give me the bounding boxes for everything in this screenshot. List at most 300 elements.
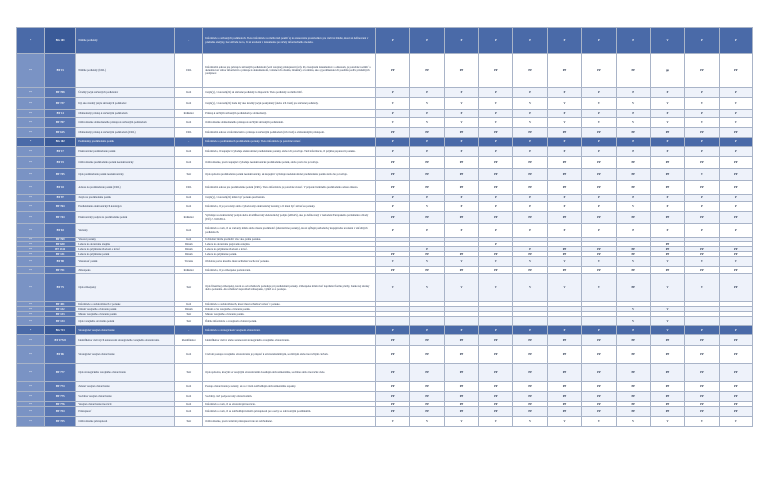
level-cell: ** [17,252,45,257]
term-id-cell: BT 769 [45,238,76,242]
term-name-cell: Elektronické predkladanie ponúk [76,147,175,157]
requirement-flag-cell: P [547,195,581,202]
data-type-cell: Dátum [175,307,203,312]
requirement-flag-cell: V [410,257,444,267]
requirement-flag-cell: V [513,274,547,302]
requirement-flag-cell: PP [376,346,410,364]
description-cell: Informácia, či je povolený alebo vyžadovaný elektronický katalóg a či musí byť súčasťou ponuky. [203,202,376,212]
term-name-cell: Prístupnosť [76,407,175,417]
requirement-flag-cell: P [444,138,478,147]
requirement-flag-cell: V [479,118,513,128]
description-cell: Opis finančnej zábezpeky, ktorú sa od uchádzača požaduje pri predkladaní ponuky. Zábezpeka môže mať napríklad formu platby, bankovej záruky alebo poistenia. Ak uchádzač nepredloží zábezpeku, vylúči sa z postupu. [203,274,376,302]
description-cell: Informácia o tom, či sa varianty môžu alebo musia predkladať (alternatívne ponuky), ktoré spĺňajú požiadavky kupujúceho uvedené v súťažných podkladoch. [203,224,376,238]
requirement-flag-cell: PP [616,346,650,364]
requirement-flag-cell: PP [582,407,616,417]
requirement-flag-cell: PP [582,392,616,402]
requirement-flag-cell: P [616,110,650,118]
description-cell: Informačná adresa pre prístup k súčasným podkladom (web verejnej prístupnosti (url). Po zverejnení dokumentov s odkazom, je potrebné rozšíriť a aktualizovať súbor informácií o prístupe k dokumentom, vrátane ich obsahu, štruktúry a formátu, ako aj podmienok ich použitia podľa príslušných predpisov. [203,54,376,88]
requirement-flag-cell: V [479,274,513,302]
requirement-flag-cell: PP [616,54,650,88]
requirement-flag-cell: PP [616,392,650,402]
requirement-flag-cell: P [513,326,547,335]
requirement-flag-cell: V [376,257,410,267]
requirement-flag-cell: V [650,118,684,128]
term-id-cell: BT 745 [45,169,76,181]
description-cell: Prístup k určitým súčasným podkladom je obmedzený. [203,110,376,118]
table-row [17,274,753,302]
description-cell: Odôvodnenie, prečo kritériá prístupnosti nie sú zohľadnené. [203,417,376,427]
requirement-flag-cell: V [616,417,650,427]
requirement-flag-cell: PP [616,335,650,346]
requirement-flag-cell: PP [650,242,684,247]
business-terms-table [16,27,753,427]
requirement-flag-cell: P [616,326,650,335]
term-id-cell: BT 744 [45,212,76,224]
term-name-cell: Obmedzený prístup k súčasným podkladom [76,110,175,118]
requirement-flag-cell: PP [685,407,719,417]
requirement-flag-cell: PP [376,252,410,257]
requirement-flag-cell: PP [479,392,513,402]
requirement-flag-cell: PP [376,157,410,169]
description-cell: Informačná adresa pre predkladanie ponúk (URL). Tieto informácie je potrebné uviesť. V prípade listinného predkladania adresa miesta. [203,181,376,195]
requirement-flag-cell: PP [582,252,616,257]
term-id-cell: BT 17722 [45,335,76,346]
requirement-flag-cell: P [376,28,410,54]
requirement-flag-cell: PP [616,128,650,138]
level-cell: * [17,326,45,335]
data-type-cell: Kód [175,238,203,242]
requirement-flag-cell: V [444,257,478,267]
requirement-flag-cell: PP [719,169,752,181]
requirement-flag-cell: PP [582,157,616,169]
table-row [17,335,753,346]
data-type-cell: Dátum [175,247,203,252]
term-id-cell: BT 98 [45,257,76,267]
requirement-flag-cell: PP [685,364,719,382]
table-row [17,212,753,224]
requirement-flag-cell: V [650,257,684,267]
requirement-flag-cell: PP [650,335,684,346]
requirement-flag-cell: P [376,326,410,335]
data-type-cell: Text [175,274,203,302]
term-name-cell: Odôvodnenie prístupnosti [76,417,175,427]
data-type-cell: URL [175,181,203,195]
requirement-flag-cell: P [410,28,444,54]
requirement-flag-cell [547,317,581,326]
requirement-flag-cell: V [616,307,650,312]
level-cell: ** [17,312,45,317]
requirement-flag-cell: PP [479,382,513,392]
requirement-flag-cell: P [547,202,581,212]
requirement-flag-cell: V [719,257,752,267]
requirement-flag-cell: PP [719,274,752,302]
level-cell: ** [17,335,45,346]
requirement-flag-cell: PP [719,364,752,382]
requirement-flag-cell [479,317,513,326]
requirement-flag-cell: PP [685,382,719,392]
requirement-flag-cell: P [513,28,547,54]
term-name-cell: Dátum verejného otvárania ponúk [76,307,175,312]
requirement-flag-cell: PP [410,252,444,257]
level-cell: ** [17,195,45,202]
requirement-flag-cell: PP [582,346,616,364]
data-type-cell: Indikátor [175,110,203,118]
requirement-flag-cell [444,317,478,326]
requirement-flag-cell: P [410,195,444,202]
requirement-flag-cell: PP [582,267,616,274]
requirement-flag-cell: V [685,257,719,267]
level-cell: ** [17,302,45,307]
requirement-flag-cell [513,317,547,326]
requirement-flag-cell: PP [376,267,410,274]
requirement-flag-cell: PP [513,267,547,274]
section-row [17,28,753,54]
requirement-flag-cell: PP [444,407,478,417]
requirement-flag-cell: PP [444,212,478,224]
requirement-flag-cell: P [719,28,752,54]
requirement-flag-cell: PP [547,54,581,88]
description-cell: Odôvodnenie, prečo kupujúci vyžaduje neelektronické predkladanie ponúk, alebo prečo ho povoľuje. [203,157,376,169]
level-cell: ** [17,202,45,212]
data-type-cell: Kód [175,402,203,407]
data-type-cell: Identifikátor [175,335,203,346]
requirement-flag-cell: P [513,202,547,212]
requirement-flag-cell: V [616,317,650,326]
requirement-flag-cell: P [444,195,478,202]
requirement-flag-cell: P [719,147,752,157]
requirement-flag-cell: P [616,147,650,157]
table-row [17,98,753,110]
requirement-flag-cell: PP [582,169,616,181]
requirement-flag-cell: PP [582,181,616,195]
requirement-flag-cell: V [513,257,547,267]
requirement-flag-cell: V [582,274,616,302]
term-id-cell: BT 131 [45,252,76,257]
requirement-flag-cell: P [513,247,547,252]
requirement-flag-cell: P [685,147,719,157]
data-type-cell: Kód [175,195,203,202]
description-cell: Lehota na doručenie prejavenia záujmu. [203,242,376,247]
requirement-flag-cell: V [650,326,684,335]
requirement-flag-cell: PP [479,267,513,274]
term-name-cell: Varianty [76,224,175,238]
level-cell: ** [17,242,45,247]
description-cell: Informácie o podmienkach predkladania ponuky. Tieto informácie je potrebné uviesť. [203,138,376,147]
term-id-cell: BT 774 [45,382,76,392]
requirement-flag-cell: PP [719,407,752,417]
requirement-flag-cell: P [719,88,752,98]
requirement-flag-cell: PP [547,402,581,407]
data-type-cell: - [175,138,203,147]
description-cell: Vyžaduje sa elektronický podpis alebo kvalifikovaný elektronický podpis (eIDAS), ako je definovaný v nariadení Európskeho parlamentu a Rady (EÚ) č. 910/2014. [203,212,376,224]
requirement-flag-cell: PP [685,54,719,88]
requirement-flag-cell: P [479,326,513,335]
description-cell: Sociálny cieľ podporovaný obstarávaním. [203,392,376,402]
requirement-flag-cell: PP [582,382,616,392]
description-cell: Miesto verejného otvárania ponúk. [203,312,376,317]
requirement-flag-cell: P [376,110,410,118]
requirement-flag-cell: P [582,28,616,54]
description-cell: Informácie o súčasných podkladoch. Tieto informácie sa môžu tiež použiť aj na stanovenie prostriedkov pre cieľové štúdie, ktoré sú definované v priebehu analýzy, bez ohľadu na to, či sú uvedené v dokumente pre účely informačného modelu. [203,28,376,54]
requirement-flag-cell: P [650,147,684,157]
table-row [17,147,753,157]
requirement-flag-cell: V [719,118,752,128]
data-type-cell: - [175,326,203,335]
requirement-flag-cell: P [444,88,478,98]
requirement-flag-cell: P [479,88,513,98]
requirement-flag-cell: P [582,326,616,335]
term-name-cell: Jazyk na predkladanie ponúk [76,195,175,202]
requirement-flag-cell: V [547,257,581,267]
requirement-flag-cell: PP [685,247,719,252]
term-id-cell: BT 776 [45,402,76,407]
requirement-flag-cell: PP [685,392,719,402]
term-name-cell: Lehota na prijímanie žiadostí o účasť [76,247,175,252]
requirement-flag-cell: PP [479,157,513,169]
requirement-flag-cell: PP [616,247,650,252]
term-name-cell: Náštšie podklady [76,28,175,54]
requirement-flag-cell: V [547,118,581,128]
requirement-flag-cell [685,317,719,326]
requirement-flag-cell: P [376,195,410,202]
requirement-flag-cell: PP [650,267,684,274]
requirement-flag-cell: PP [479,212,513,224]
requirement-flag-cell: PP [376,392,410,402]
level-cell: ** [17,267,45,274]
requirement-flag-cell: P [376,224,410,238]
requirement-flag-cell: PP [616,382,650,392]
requirement-flag-cell: PP [410,382,444,392]
requirement-flag-cell: PP [719,402,752,407]
requirement-flag-cell: V [547,274,581,302]
term-name-cell: Lehota na prijímanie ponúk [76,252,175,257]
requirement-flag-cell: PP [719,267,752,274]
requirement-flag-cell: P [376,202,410,212]
requirement-flag-cell: P [479,147,513,157]
table-row [17,392,753,402]
requirement-flag-cell: PP [376,169,410,181]
term-id-cell: BT 755 [45,417,76,427]
requirement-flag-cell: PP [650,247,684,252]
requirement-flag-cell: PP [376,54,410,88]
term-id-cell: BT 133 [45,312,76,317]
requirement-flag-cell: PP [444,54,478,88]
term-name-cell: Odôvodnenie predkladania ponúk neelektronicky [76,157,175,169]
requirement-flag-cell: P [719,202,752,212]
data-type-cell: Text [175,169,203,181]
term-name-cell: Opis verejného otvárania ponúk [76,317,175,326]
requirement-flag-cell: V [685,98,719,110]
requirement-flag-cell: P [513,88,547,98]
requirement-flag-cell: P [547,138,581,147]
section-row [17,138,753,147]
requirement-flag-cell: P [513,224,547,238]
level-cell: ** [17,317,45,326]
requirement-flag-cell: pp [650,54,684,88]
requirement-flag-cell: P [376,138,410,147]
requirement-flag-cell: PP [582,128,616,138]
requirement-flag-cell: P [444,202,478,212]
requirement-flag-cell: PP [547,392,581,402]
requirement-flag-cell: PP [650,169,684,181]
term-id-cell: BT 615 [45,128,76,138]
requirement-flag-cell: PP [479,402,513,407]
requirement-flag-cell: V [719,98,752,110]
table-row [17,346,753,364]
description-cell: Informácie o strategickom verejnom obstarávaní. [203,326,376,335]
requirement-flag-cell: P [685,110,719,118]
requirement-flag-cell: V [376,274,410,302]
data-table-sheet [16,27,753,454]
data-type-cell: Kód [175,224,203,238]
requirement-flag-cell: P [444,147,478,157]
requirement-flag-cell: V [444,274,478,302]
requirement-flag-cell: P [650,110,684,118]
description-cell: Odôvodnenie obmedzeného prístupu k určitým súčasným podkladom. [203,118,376,128]
requirement-flag-cell: PP [444,169,478,181]
term-id-cell: BT 751 [45,267,76,274]
requirement-flag-cell: P [410,326,444,335]
requirement-flag-cell: PP [650,402,684,407]
requirement-flag-cell: PP [547,407,581,417]
term-name-cell: Opis strategického verejného obstarávania [76,364,175,382]
requirement-flag-cell: PP [547,335,581,346]
level-cell: ** [17,88,45,98]
requirement-flag-cell: PP [479,252,513,257]
data-type-cell: Kód [175,392,203,402]
requirement-flag-cell: PP [547,382,581,392]
description-cell: Uchádzač môže predložiť viac ako jednu ponuku. [203,238,376,242]
requirement-flag-cell: PP [479,169,513,181]
requirement-flag-cell: PP [719,247,752,252]
data-type-cell: Kód [175,202,203,212]
requirement-flag-cell: PP [444,402,478,407]
requirement-flag-cell: PP [547,181,581,195]
requirement-flag-cell: P [376,147,410,157]
requirement-flag-cell: P [582,224,616,238]
table-row [17,257,753,267]
requirement-flag-cell: V [547,417,581,427]
requirement-flag-cell: PP [582,247,616,252]
table-row [17,157,753,169]
table-row [17,417,753,427]
requirement-flag-cell: V [616,98,650,110]
level-cell: ** [17,169,45,181]
table-row [17,110,753,118]
requirement-flag-cell: PP [582,54,616,88]
requirement-flag-cell: PP [376,407,410,417]
requirement-flag-cell: P [582,138,616,147]
data-type-cell: Kód [175,88,203,98]
description-cell: Lehota na prijímanie ponúk. [203,252,376,257]
requirement-flag-cell: PP [444,335,478,346]
term-name-cell: Opis predkladania ponúk neelektronicky [76,169,175,181]
term-name-cell: Identifikátor cieľových ustanovení strategického verejného obstarávania [76,335,175,346]
requirement-flag-cell: P [582,202,616,212]
term-id-cell: BT 764 [45,202,76,212]
requirement-flag-cell: P [479,195,513,202]
requirement-flag-cell: PP [616,157,650,169]
requirement-flag-cell: PP [513,157,547,169]
requirement-flag-cell: P [444,28,478,54]
requirement-flag-cell: PP [376,181,410,195]
requirement-flag-cell: PP [616,181,650,195]
term-id-cell: BT 15 [45,54,76,88]
requirement-flag-cell: PP [616,212,650,224]
requirement-flag-cell: P [685,138,719,147]
term-id-cell: BT 451 [45,302,76,307]
requirement-flag-cell: PP [685,267,719,274]
requirement-flag-cell: P [444,224,478,238]
requirement-flag-cell: PP [719,212,752,224]
table-row [17,317,753,326]
requirement-flag-cell: PP [547,247,581,252]
requirement-flag-cell: PP [685,157,719,169]
requirement-flag-cell: V [479,257,513,267]
level-cell: ** [17,118,45,128]
requirement-flag-cell: PP [582,212,616,224]
requirement-flag-cell: PP [410,169,444,181]
requirement-flag-cell: P [547,110,581,118]
data-type-cell: Text [175,317,203,326]
requirement-flag-cell: V [685,169,719,181]
requirement-flag-cell: P [685,28,719,54]
requirement-flag-cell: PP [719,382,752,392]
description-cell: Cieľom postupu verejného obstarávania je prispieť k environmentálnym, sociálnym alebo inovačným cieľom. [203,346,376,364]
term-name-cell: Informácie o subdodávkach v ponuke [76,302,175,307]
requirement-flag-cell: PP [410,212,444,224]
data-type-cell: Kód [175,147,203,157]
requirement-flag-cell: V [444,118,478,128]
requirement-flag-cell: P [547,147,581,157]
requirement-flag-cell: P [616,28,650,54]
requirement-flag-cell: P [616,88,650,98]
data-type-cell: Kód [175,382,203,392]
requirement-flag-cell: PP [650,392,684,402]
requirement-flag-cell: V [650,98,684,110]
requirement-flag-cell: PP [444,128,478,138]
requirement-flag-cell: PP [547,157,581,169]
requirement-flag-cell: PP [479,54,513,88]
requirement-flag-cell: PP [685,402,719,407]
data-type-cell: Kód [175,98,203,110]
table-row [17,202,753,212]
level-cell: ** [17,274,45,302]
data-type-cell: Trvanie [175,257,203,267]
level-cell: ** [17,54,45,88]
data-type-cell: Indikátor [175,212,203,224]
requirement-flag-cell: V [410,98,444,110]
requirement-flag-cell: P [479,138,513,147]
data-type-cell: Kód [175,118,203,128]
requirement-flag-cell: PP [616,274,650,302]
requirement-flag-cell: P [479,224,513,238]
level-cell: ** [17,257,45,267]
requirement-flag-cell: V [685,274,719,302]
term-id-cell: BG 713 [45,326,76,335]
term-id-cell: BT 134 [45,317,76,326]
level-cell: ** [17,212,45,224]
requirement-flag-cell: PP [719,128,752,138]
level-cell: ** [17,147,45,157]
requirement-flag-cell: PP [444,252,478,257]
requirement-flag-cell: PP [410,181,444,195]
requirement-flag-cell: P [410,224,444,238]
requirement-flag-cell: P [650,224,684,238]
requirement-flag-cell: P [513,195,547,202]
requirement-flag-cell: PP [444,382,478,392]
term-name-cell: Odôvodnenie obmedzeného prístupu k súčasným podkladom [76,118,175,128]
